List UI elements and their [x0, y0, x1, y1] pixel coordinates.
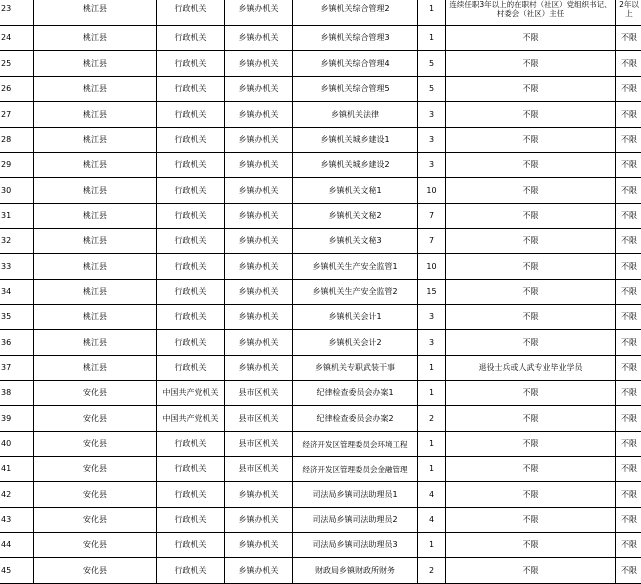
county-cell: 桃江县 — [34, 254, 157, 280]
table-row — [0, 508, 641, 533]
agency-type-cell: 行政机关 — [157, 330, 225, 356]
requirement-cell: 不限 — [446, 558, 616, 584]
row-number: 36 — [0, 330, 34, 356]
work-experience-cell: 不限 — [616, 406, 641, 432]
agency-level-cell: 乡镇办机关 — [225, 533, 293, 558]
agency-type-cell: 行政机关 — [157, 432, 225, 457]
agency-level-cell: 乡镇办机关 — [225, 153, 293, 178]
agency-level-cell: 乡镇办机关 — [225, 178, 293, 204]
requirement-cell: 不限 — [446, 457, 616, 482]
row-number: 43 — [0, 508, 34, 533]
table-row — [0, 482, 641, 508]
headcount-cell: 1 — [418, 26, 446, 51]
requirement-cell: 不限 — [446, 533, 616, 558]
headcount-cell: 4 — [418, 508, 446, 533]
table-row — [0, 432, 641, 457]
table-row — [0, 330, 641, 356]
position-cell: 乡镇机关综合管理5 — [293, 77, 418, 102]
county-cell: 桃江县 — [34, 356, 157, 381]
position-cell: 纪律检查委员会办案2 — [293, 406, 418, 432]
table-row — [0, 178, 641, 204]
agency-type-cell: 行政机关 — [157, 128, 225, 153]
row-number: 24 — [0, 26, 34, 51]
work-experience-cell: 不限 — [616, 330, 641, 356]
requirement-cell: 不限 — [446, 305, 616, 330]
requirement-cell: 不限 — [446, 254, 616, 280]
agency-type-cell: 行政机关 — [157, 0, 225, 26]
headcount-cell: 3 — [418, 305, 446, 330]
agency-type-cell: 行政机关 — [157, 51, 225, 77]
position-cell: 乡镇机关综合管理2 — [293, 0, 418, 26]
work-experience-cell: 不限 — [616, 178, 641, 204]
agency-level-cell: 县市区机关 — [225, 381, 293, 406]
agency-level-cell: 乡镇办机关 — [225, 0, 293, 26]
row-number: 44 — [0, 533, 34, 558]
headcount-cell: 7 — [418, 204, 446, 229]
position-cell: 乡镇机关文秘1 — [293, 178, 418, 204]
work-experience-cell: 不限 — [616, 51, 641, 77]
headcount-cell: 15 — [418, 280, 446, 305]
agency-type-cell: 行政机关 — [157, 102, 225, 128]
position-cell: 乡镇机关生产安全监管2 — [293, 280, 418, 305]
row-number: 27 — [0, 102, 34, 128]
position-cell: 乡镇机关生产安全监管1 — [293, 254, 418, 280]
headcount-cell: 2 — [418, 558, 446, 584]
work-experience-cell: 不限 — [616, 305, 641, 330]
row-number: 29 — [0, 153, 34, 178]
agency-type-cell: 行政机关 — [157, 254, 225, 280]
table-row — [0, 0, 641, 26]
agency-type-cell: 行政机关 — [157, 482, 225, 508]
table-row — [0, 26, 641, 51]
work-experience-cell: 不限 — [616, 204, 641, 229]
position-cell: 乡镇机关综合管理4 — [293, 51, 418, 77]
position-cell: 乡镇机关文秘2 — [293, 204, 418, 229]
work-experience-cell: 不限 — [616, 558, 641, 584]
headcount-cell: 10 — [418, 178, 446, 204]
agency-level-cell: 乡镇办机关 — [225, 330, 293, 356]
agency-type-cell: 行政机关 — [157, 533, 225, 558]
headcount-cell: 7 — [418, 229, 446, 254]
requirement-cell: 不限 — [446, 102, 616, 128]
agency-type-cell: 行政机关 — [157, 558, 225, 584]
requirement-cell: 退役士兵或人武专业毕业学员 — [446, 356, 616, 381]
position-cell: 财政局乡镇财政所财务 — [293, 558, 418, 584]
agency-level-cell: 乡镇办机关 — [225, 280, 293, 305]
position-cell: 纪律检查委员会办案1 — [293, 381, 418, 406]
agency-level-cell: 乡镇办机关 — [225, 254, 293, 280]
table-row — [0, 77, 641, 102]
county-cell: 桃江县 — [34, 229, 157, 254]
headcount-cell: 2 — [418, 406, 446, 432]
position-cell: 乡镇机关城乡建设1 — [293, 128, 418, 153]
county-cell: 桃江县 — [34, 77, 157, 102]
table-row — [0, 254, 641, 280]
county-cell: 桃江县 — [34, 305, 157, 330]
county-cell: 桃江县 — [34, 204, 157, 229]
headcount-cell: 3 — [418, 330, 446, 356]
row-number: 42 — [0, 482, 34, 508]
agency-level-cell: 乡镇办机关 — [225, 26, 293, 51]
table-row — [0, 558, 641, 584]
row-number: 23 — [0, 0, 34, 26]
headcount-cell: 1 — [418, 381, 446, 406]
work-experience-cell: 不限 — [616, 280, 641, 305]
row-number: 34 — [0, 280, 34, 305]
headcount-cell: 5 — [418, 77, 446, 102]
headcount-cell: 4 — [418, 482, 446, 508]
row-number: 41 — [0, 457, 34, 482]
headcount-cell: 3 — [418, 153, 446, 178]
work-experience-cell: 不限 — [616, 482, 641, 508]
agency-type-cell: 行政机关 — [157, 204, 225, 229]
agency-type-cell: 行政机关 — [157, 26, 225, 51]
table-row — [0, 406, 641, 432]
position-cell: 司法局乡镇司法助理员3 — [293, 533, 418, 558]
county-cell: 桃江县 — [34, 153, 157, 178]
row-number: 37 — [0, 356, 34, 381]
row-number: 25 — [0, 51, 34, 77]
work-experience-cell: 不限 — [616, 254, 641, 280]
work-experience-cell: 不限 — [616, 457, 641, 482]
agency-level-cell: 乡镇办机关 — [225, 482, 293, 508]
work-experience-cell: 2年以上 — [616, 0, 641, 26]
agency-type-cell: 行政机关 — [157, 305, 225, 330]
work-experience-cell: 不限 — [616, 229, 641, 254]
position-cell: 乡镇机关会计1 — [293, 305, 418, 330]
headcount-cell: 10 — [418, 254, 446, 280]
agency-type-cell: 行政机关 — [157, 178, 225, 204]
county-cell: 安化县 — [34, 508, 157, 533]
row-number: 39 — [0, 406, 34, 432]
agency-type-cell: 中国共产党机关 — [157, 381, 225, 406]
row-number: 38 — [0, 381, 34, 406]
headcount-cell: 3 — [418, 128, 446, 153]
headcount-cell: 1 — [418, 457, 446, 482]
headcount-cell: 1 — [418, 533, 446, 558]
work-experience-cell: 不限 — [616, 153, 641, 178]
county-cell: 安化县 — [34, 406, 157, 432]
requirement-cell: 不限 — [446, 406, 616, 432]
row-number: 31 — [0, 204, 34, 229]
agency-level-cell: 乡镇办机关 — [225, 305, 293, 330]
position-cell: 乡镇机关城乡建设2 — [293, 153, 418, 178]
agency-type-cell: 行政机关 — [157, 229, 225, 254]
table-row — [0, 533, 641, 558]
county-cell: 桃江县 — [34, 178, 157, 204]
table-row — [0, 457, 641, 482]
county-cell: 安化县 — [34, 482, 157, 508]
requirement-cell: 不限 — [446, 77, 616, 102]
work-experience-cell: 不限 — [616, 508, 641, 533]
position-cell: 经济开发区管理委员会金融管理 — [293, 457, 418, 482]
headcount-cell: 5 — [418, 51, 446, 77]
agency-level-cell: 乡镇办机关 — [225, 102, 293, 128]
row-number: 26 — [0, 77, 34, 102]
requirement-cell: 不限 — [446, 153, 616, 178]
row-number: 40 — [0, 432, 34, 457]
position-cell: 乡镇机关综合管理3 — [293, 26, 418, 51]
table-row — [0, 51, 641, 77]
position-cell: 司法局乡镇司法助理员2 — [293, 508, 418, 533]
agency-level-cell: 乡镇办机关 — [225, 558, 293, 584]
row-number: 35 — [0, 305, 34, 330]
county-cell: 桃江县 — [34, 51, 157, 77]
county-cell: 安化县 — [34, 558, 157, 584]
agency-level-cell: 乡镇办机关 — [225, 204, 293, 229]
agency-level-cell: 县市区机关 — [225, 457, 293, 482]
table-row — [0, 128, 641, 153]
table-row — [0, 280, 641, 305]
row-number: 33 — [0, 254, 34, 280]
position-cell: 经济开发区管理委员会环境工程 — [293, 432, 418, 457]
row-number: 30 — [0, 178, 34, 204]
county-cell: 桃江县 — [34, 102, 157, 128]
requirement-cell: 不限 — [446, 381, 616, 406]
agency-level-cell: 乡镇办机关 — [225, 77, 293, 102]
position-cell: 乡镇机关文秘3 — [293, 229, 418, 254]
table-row — [0, 305, 641, 330]
work-experience-cell: 不限 — [616, 26, 641, 51]
agency-level-cell: 县市区机关 — [225, 406, 293, 432]
position-cell: 乡镇机关法律 — [293, 102, 418, 128]
work-experience-cell: 不限 — [616, 77, 641, 102]
county-cell: 桃江县 — [34, 280, 157, 305]
agency-level-cell: 乡镇办机关 — [225, 229, 293, 254]
agency-type-cell: 行政机关 — [157, 280, 225, 305]
agency-type-cell: 行政机关 — [157, 457, 225, 482]
requirement-cell: 不限 — [446, 330, 616, 356]
headcount-cell: 1 — [418, 356, 446, 381]
table-row — [0, 356, 641, 381]
requirement-cell: 不限 — [446, 482, 616, 508]
agency-type-cell: 行政机关 — [157, 153, 225, 178]
requirement-cell: 不限 — [446, 178, 616, 204]
headcount-cell: 3 — [418, 102, 446, 128]
requirement-cell: 不限 — [446, 432, 616, 457]
county-cell: 桃江县 — [34, 26, 157, 51]
agency-type-cell: 行政机关 — [157, 77, 225, 102]
work-experience-cell: 不限 — [616, 128, 641, 153]
agency-level-cell: 乡镇办机关 — [225, 356, 293, 381]
row-number: 28 — [0, 128, 34, 153]
agency-type-cell: 行政机关 — [157, 508, 225, 533]
agency-type-cell: 中国共产党机关 — [157, 406, 225, 432]
requirement-cell: 不限 — [446, 51, 616, 77]
agency-level-cell: 乡镇办机关 — [225, 508, 293, 533]
headcount-cell: 1 — [418, 0, 446, 26]
work-experience-cell: 不限 — [616, 381, 641, 406]
requirement-cell: 不限 — [446, 204, 616, 229]
table-row — [0, 229, 641, 254]
headcount-cell: 1 — [418, 432, 446, 457]
agency-type-cell: 行政机关 — [157, 356, 225, 381]
requirement-cell: 不限 — [446, 508, 616, 533]
county-cell: 安化县 — [34, 457, 157, 482]
work-experience-cell: 不限 — [616, 356, 641, 381]
table-row — [0, 204, 641, 229]
agency-level-cell: 县市区机关 — [225, 432, 293, 457]
position-cell: 司法局乡镇司法助理员1 — [293, 482, 418, 508]
work-experience-cell: 不限 — [616, 533, 641, 558]
county-cell: 桃江县 — [34, 330, 157, 356]
county-cell: 安化县 — [34, 533, 157, 558]
county-cell: 安化县 — [34, 381, 157, 406]
requirement-cell: 不限 — [446, 280, 616, 305]
agency-level-cell: 乡镇办机关 — [225, 51, 293, 77]
work-experience-cell: 不限 — [616, 102, 641, 128]
requirement-cell: 不限 — [446, 229, 616, 254]
agency-level-cell: 乡镇办机关 — [225, 128, 293, 153]
row-number: 32 — [0, 229, 34, 254]
requirement-cell: 连续任职3年以上的在职村（社区）党组织书记、村委会（社区）主任 — [446, 0, 616, 26]
work-experience-cell: 不限 — [616, 432, 641, 457]
requirement-cell: 不限 — [446, 26, 616, 51]
table-row — [0, 153, 641, 178]
table-row — [0, 381, 641, 406]
county-cell: 桃江县 — [34, 128, 157, 153]
county-cell: 桃江县 — [34, 0, 157, 26]
requirement-cell: 不限 — [446, 128, 616, 153]
position-cell: 乡镇机关专职武装干事 — [293, 356, 418, 381]
position-cell: 乡镇机关会计2 — [293, 330, 418, 356]
row-number: 45 — [0, 558, 34, 584]
county-cell: 安化县 — [34, 432, 157, 457]
table-row — [0, 102, 641, 128]
